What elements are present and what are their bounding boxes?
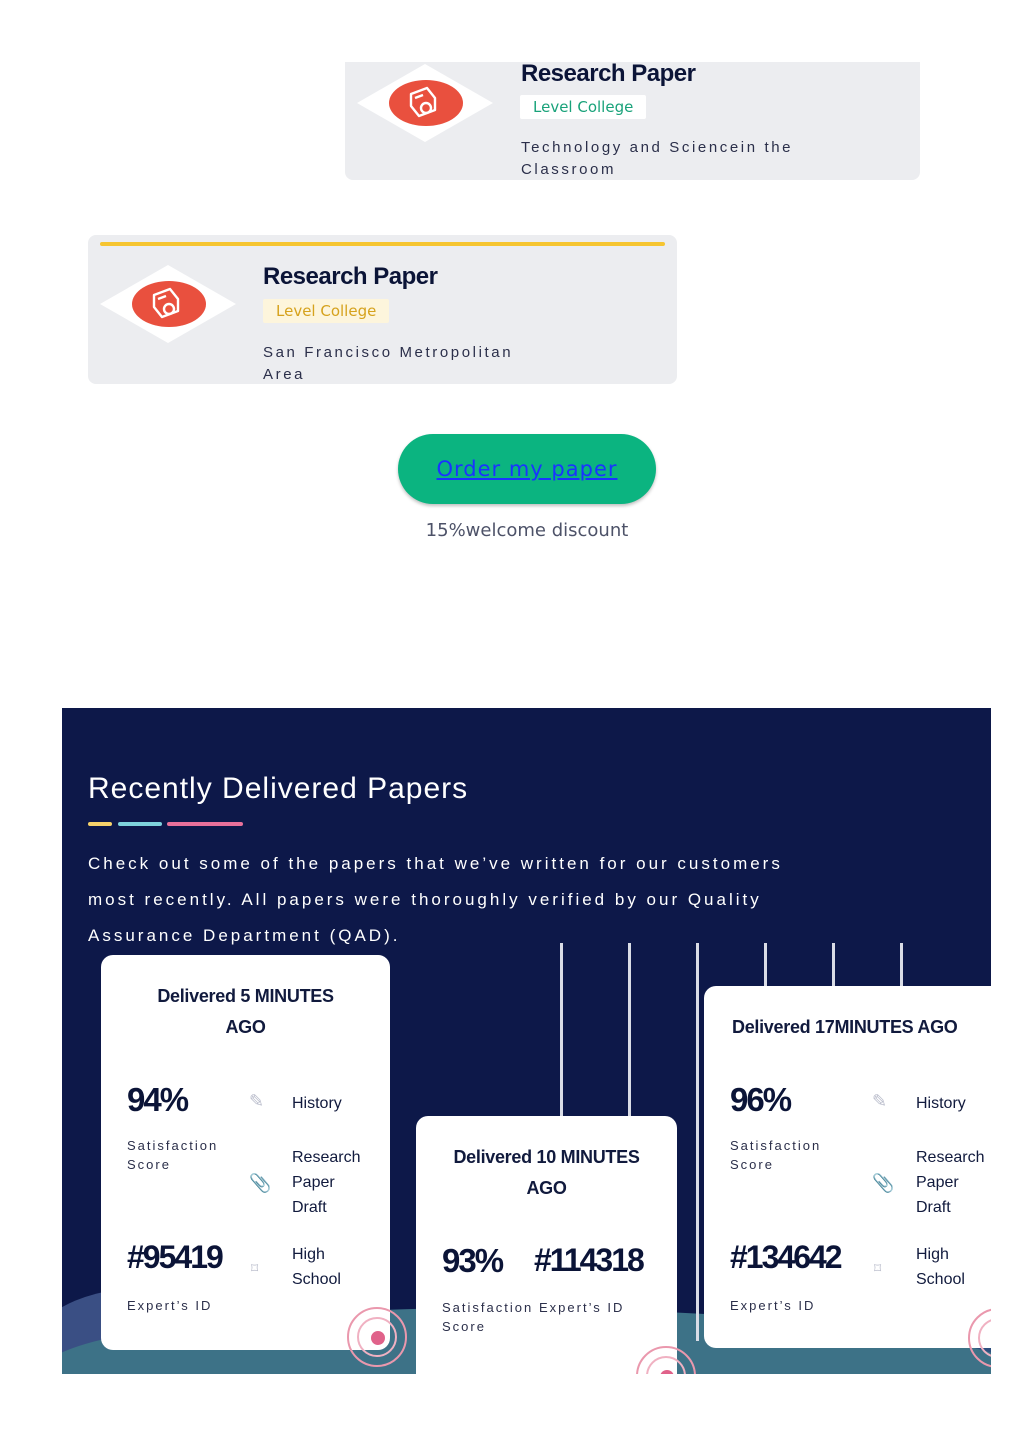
- discount-text: 15%welcome discount: [425, 520, 629, 541]
- score-label: Satisfaction Score: [127, 1138, 219, 1172]
- expert-id-label: Expert’s ID: [127, 1298, 213, 1313]
- paper-topic: Technology and Sciencein the Classroom: [521, 139, 794, 178]
- academic-level: High School: [916, 1246, 965, 1288]
- subject: History: [292, 1095, 342, 1112]
- bookmark-icon: ⌑: [251, 1261, 259, 1277]
- expert-id: #114318: [534, 1242, 643, 1278]
- satisfaction-score: 93%: [442, 1242, 503, 1279]
- satisfaction-score: 94%: [127, 1081, 188, 1118]
- academic-level: High School: [292, 1246, 341, 1288]
- expert-id: #134642: [730, 1239, 841, 1275]
- order-link[interactable]: Order my paper: [436, 457, 618, 481]
- order-button[interactable]: [398, 434, 656, 504]
- paperclip-icon: 📎: [872, 1173, 895, 1194]
- document-icon: [148, 285, 188, 323]
- pencil-icon: ✎: [872, 1091, 888, 1112]
- level-badge: Level College: [520, 95, 646, 119]
- score-label: Satisfaction Score: [730, 1138, 822, 1172]
- underline-segment: [167, 822, 243, 826]
- title-underline: [88, 822, 288, 826]
- delivery-card: [704, 986, 991, 1348]
- paper-type: Research Paper Draft: [292, 1149, 361, 1216]
- pencil-icon: ✎: [249, 1091, 265, 1112]
- underline-segment: [118, 822, 162, 826]
- score-label: Satisfaction Score: [442, 1300, 534, 1334]
- section-description: Check out some of the papers that we’ve written for our customers most recently. All papers were thoroughly verified by our Quality Assurance Department (QAD).: [88, 854, 783, 945]
- paper-badge: [357, 64, 493, 142]
- subject: History: [916, 1095, 966, 1112]
- paper-title: Research Paper: [263, 263, 438, 290]
- recently-delivered-section: [62, 708, 991, 1374]
- decor-line: [696, 943, 699, 1341]
- paper-title: Research Paper: [521, 60, 696, 87]
- level-badge: Level College: [263, 299, 389, 323]
- document-icon: [405, 84, 445, 122]
- expert-id-label: Expert’s ID: [730, 1298, 816, 1313]
- satisfaction-score: 96%: [730, 1081, 791, 1118]
- section-title: Recently Delivered Papers: [88, 772, 469, 805]
- delivery-time: Delivered 17MINUTES AGO: [732, 1017, 958, 1037]
- paper-topic: San Francisco Metropolitan Area: [263, 344, 514, 383]
- delivery-time: Delivered 10 MINUTES AGO: [453, 1147, 640, 1198]
- paper-card: [88, 235, 677, 384]
- expert-id: #95419: [127, 1239, 222, 1275]
- underline-segment: [88, 822, 112, 826]
- expert-id-label: Expert’s ID: [539, 1300, 625, 1315]
- bookmark-icon: ⌑: [874, 1261, 882, 1277]
- delivery-time: Delivered 5 MINUTES AGO: [157, 986, 334, 1037]
- card-accent-bar: [100, 242, 665, 246]
- paper-type: Research Paper Draft: [916, 1149, 985, 1216]
- paperclip-icon: 📎: [249, 1173, 272, 1194]
- target-icon: [347, 1307, 407, 1367]
- paper-card: [345, 62, 920, 180]
- paper-badge: [100, 265, 236, 343]
- delivery-card: [101, 955, 390, 1350]
- delivery-card: [416, 1116, 677, 1374]
